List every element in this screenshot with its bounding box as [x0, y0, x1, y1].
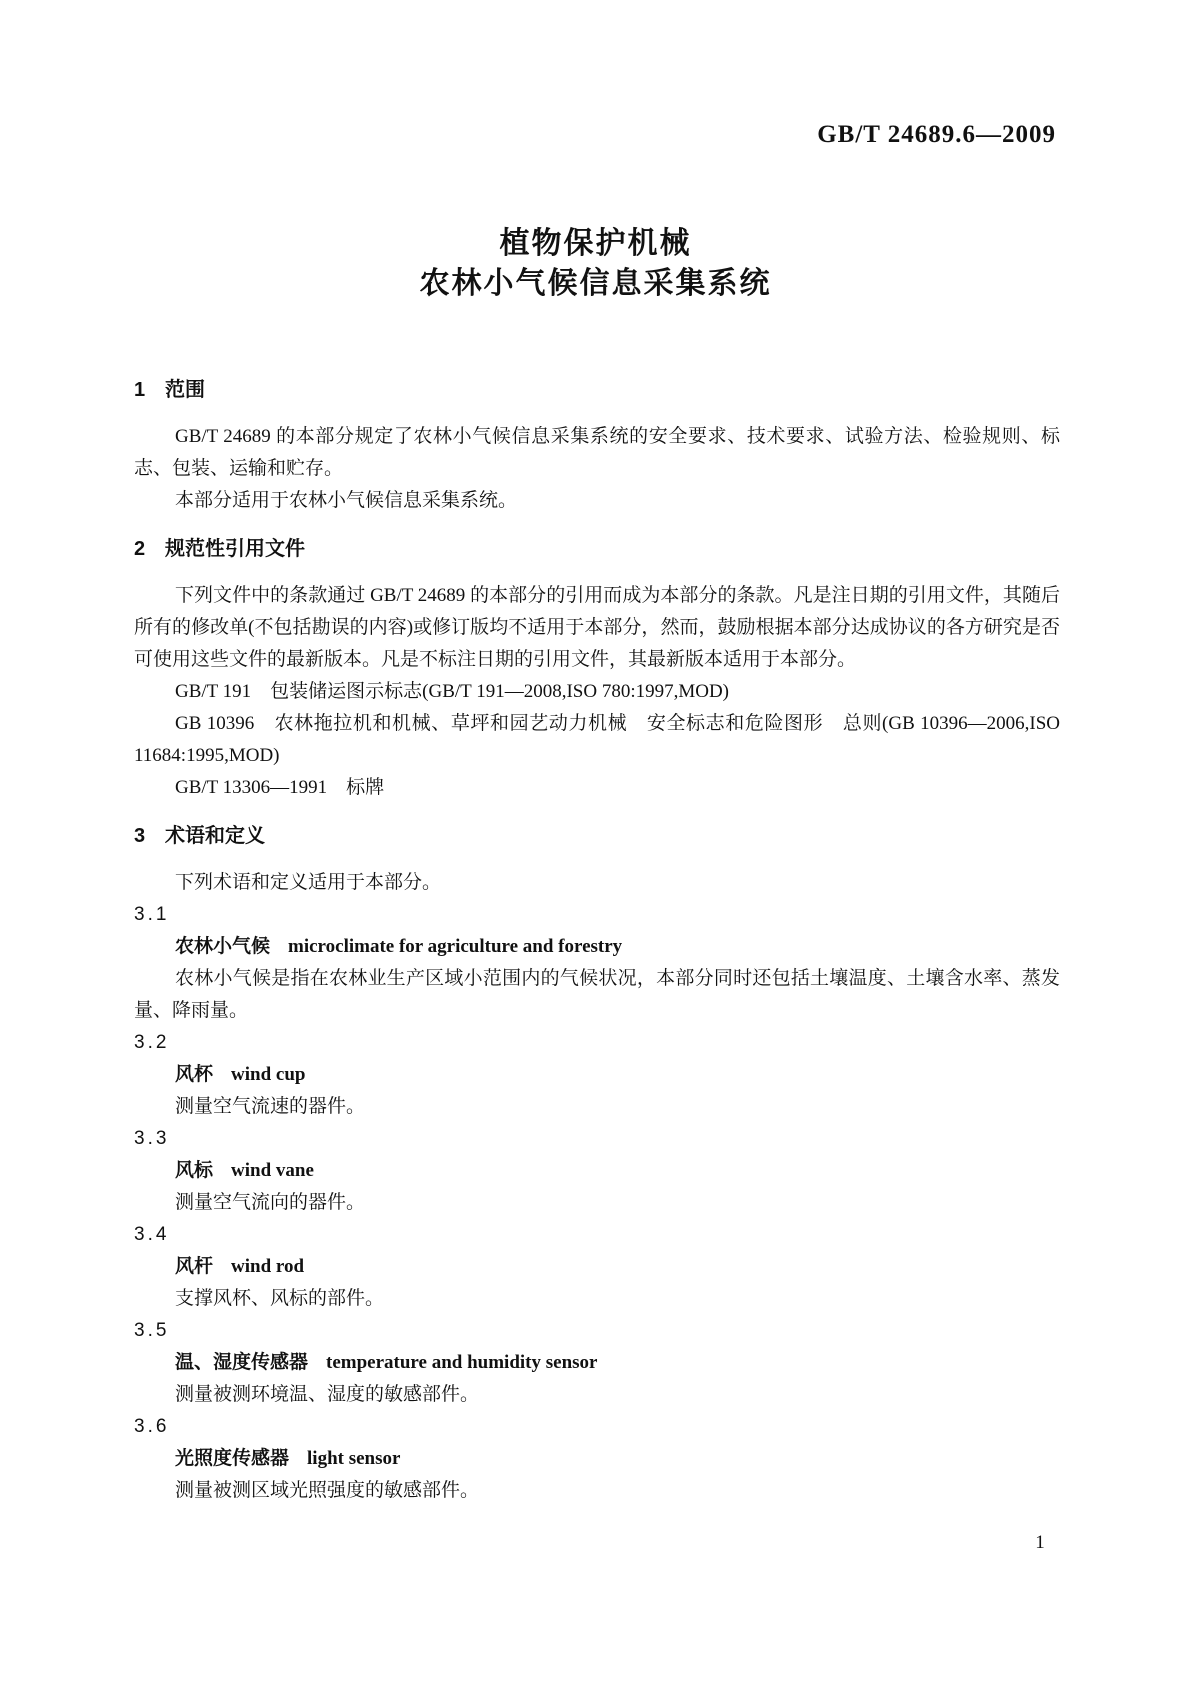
section-3-intro: 下列术语和定义适用于本部分。: [175, 872, 442, 893]
section-1-title: 范围: [165, 379, 205, 401]
section-2-heading: [134, 533, 1060, 565]
term-3-4-number: 3.4: [134, 1224, 170, 1245]
term-3-5-english: temperature and humidity sensor: [326, 1352, 598, 1373]
term-3-1-english: microclimate for agriculture and forestry: [288, 936, 623, 957]
term-3-3-name: [175, 1155, 1060, 1187]
term-3-3-chinese: 风标: [175, 1160, 214, 1181]
term-3-4-chinese: 风杆: [175, 1256, 214, 1277]
section-1-paragraph-1: GB/T 24689 的本部分规定了农林小气候信息采集系统的安全要求、技术要求、试验方法、检验规则、标志、包装、运输和贮存。: [134, 426, 1060, 479]
normative-reference-2: GB 10396 农林拖拉机和机械、草坪和园艺动力机械 安全标志和危险图形 总则(GB 10396—2006,ISO 11684:1995,MOD): [134, 713, 1060, 766]
term-3-2-name: [175, 1059, 1060, 1091]
section-1-paragraph-2: 本部分适用于农林小气候信息采集系统。: [175, 490, 518, 511]
term-3-2-chinese: 风杯: [175, 1064, 214, 1085]
term-3-3-number: 3.3: [134, 1128, 170, 1149]
term-3-6-definition: 测量被测区域光照强度的敏感部件。: [175, 1480, 480, 1501]
term-3-2-number: 3.2: [134, 1032, 170, 1053]
term-3-4: [134, 1219, 1060, 1315]
section-1-heading: [134, 374, 1060, 406]
document-title-line-1: 植物保护机械: [499, 227, 692, 260]
section-1-number: 1: [134, 379, 146, 401]
document-title: [0, 224, 1191, 304]
term-3-2-definition: 测量空气流速的器件。: [175, 1096, 366, 1117]
term-3-3-definition: 测量空气流向的器件。: [175, 1192, 366, 1213]
term-3-6-number: 3.6: [134, 1416, 170, 1437]
section-3-heading: [134, 820, 1060, 852]
section-2-paragraph-1: 下列文件中的条款通过 GB/T 24689 的本部分的引用而成为本部分的条款。凡是注日期的引用文件，其随后所有的修改单(不包括勘误的内容)或修订版均不适用于本部分，然而，鼓励根据本部分达成协议的各方研究是否可使用这些文件的最新版本。凡是不标注日期的引用文件，其最新版本适用于本部分。: [134, 585, 1060, 670]
term-3-5-name: [175, 1347, 1060, 1379]
term-3-5-chinese: 温、湿度传感器: [175, 1352, 309, 1373]
term-3-5-definition: 测量被测环境温、湿度的敏感部件。: [175, 1384, 480, 1405]
standard-code-header: GB/T 24689.6—2009: [817, 121, 1056, 148]
term-3-6-english: light sensor: [307, 1448, 401, 1469]
term-3-6: [134, 1411, 1060, 1507]
term-3-2: [134, 1027, 1060, 1123]
term-3-1-definition: 农林小气候是指在农林业生产区域小范围内的气候状况，本部分同时还包括土壤温度、土壤含水率、蒸发量、降雨量。: [134, 968, 1060, 1021]
section-3-title: 术语和定义: [165, 825, 265, 847]
term-3-1: [134, 899, 1060, 1027]
normative-reference-3: GB/T 13306—1991 标牌: [175, 777, 385, 798]
term-3-6-chinese: 光照度传感器: [175, 1448, 290, 1469]
term-3-1-chinese: 农林小气候: [175, 936, 271, 957]
term-3-3: [134, 1123, 1060, 1219]
section-3-number: 3: [134, 825, 146, 847]
page-number: 1: [1035, 1532, 1045, 1553]
section-2-number: 2: [134, 538, 146, 560]
section-2-title: 规范性引用文件: [165, 538, 305, 560]
term-3-5: [134, 1315, 1060, 1411]
term-3-6-name: [175, 1443, 1060, 1475]
normative-reference-1: GB/T 191 包装储运图示标志(GB/T 191—2008,ISO 780:1997,MOD): [175, 681, 730, 702]
term-3-4-definition: 支撑风杯、风标的部件。: [175, 1288, 385, 1309]
document-body: [134, 374, 1060, 1507]
document-title-line-2: 农林小气候信息采集系统: [419, 267, 772, 300]
term-3-4-name: [175, 1251, 1060, 1283]
term-3-4-english: wind rod: [231, 1256, 305, 1277]
term-3-1-name: [175, 931, 1060, 963]
term-3-2-english: wind cup: [231, 1064, 306, 1085]
term-3-3-english: wind vane: [231, 1160, 314, 1181]
term-3-1-number: 3.1: [134, 904, 170, 925]
term-3-5-number: 3.5: [134, 1320, 170, 1341]
